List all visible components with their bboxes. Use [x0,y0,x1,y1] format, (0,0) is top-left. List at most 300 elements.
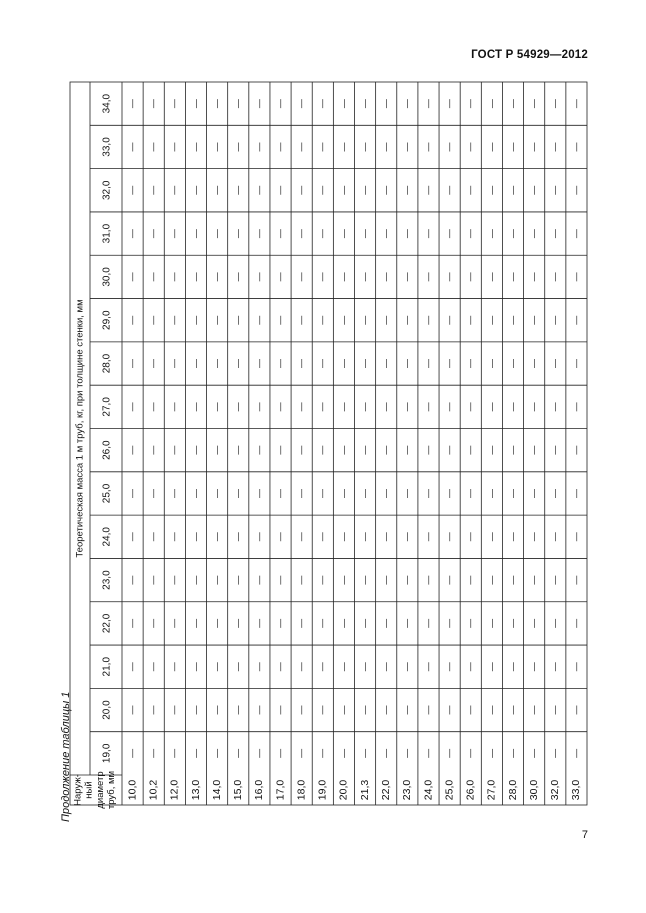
table-cell: — [296,445,307,455]
table-cell: — [274,662,285,672]
table-cell: — [148,315,159,325]
table-cell: — [570,445,581,455]
table-cell: — [486,532,497,542]
table-cell: — [528,532,539,542]
wall-thickness-label: 28,0 [101,353,113,374]
table-cell: — [549,99,560,109]
table-cell: — [380,315,391,325]
table-cell: — [274,705,285,715]
table-cell: — [380,705,391,715]
table-cell: — [317,315,328,325]
table-cell: — [359,618,370,628]
table-cell: — [296,662,307,672]
table-cell: — [486,488,497,498]
table-cell: — [443,99,454,109]
table-cell: — [443,445,454,455]
table-cell: — [570,575,581,585]
table-cell: — [317,445,328,455]
table-cell: — [422,359,433,369]
table-cell: — [190,705,201,715]
table-cell: — [422,402,433,412]
table-cell: — [317,142,328,152]
table-cell: — [169,99,180,109]
table-cell: — [232,142,243,152]
table-cell: — [401,229,412,239]
table-cell: — [232,402,243,412]
table-cell: — [570,315,581,325]
table-cell: — [211,402,222,412]
table-cell: — [253,748,264,758]
table-cell: — [570,359,581,369]
table-cell: — [274,272,285,282]
outer-diameter-label: 13,0 [189,779,202,801]
table-cell: — [169,315,180,325]
table-cell: — [465,705,476,715]
table-cell: — [317,748,328,758]
outer-diameter-label: 22,0 [379,779,392,801]
table-cell: — [296,229,307,239]
table-cell: — [274,575,285,585]
table-cell: — [126,359,137,369]
table-cell: — [253,662,264,672]
table-cell: — [296,575,307,585]
table-cell: — [317,488,328,498]
table-cell: — [190,315,201,325]
table-cell: — [211,185,222,195]
stub-header-line: диаметр [94,771,106,809]
table-cell: — [380,229,391,239]
table-cell: — [190,402,201,412]
table-cell: — [296,359,307,369]
table-cell: — [359,99,370,109]
table-cell: — [232,532,243,542]
table-cell: — [528,445,539,455]
table-cell: — [570,142,581,152]
table-cell: — [359,229,370,239]
table-cell: — [549,402,560,412]
table-cell: — [465,142,476,152]
table-cell: — [422,705,433,715]
table-cell: — [169,488,180,498]
table-cell: — [528,142,539,152]
table-cell: — [380,445,391,455]
table-cell: — [422,272,433,282]
table-cell: — [338,359,349,369]
table-cell: — [465,445,476,455]
table-cell: — [507,142,518,152]
table-cell: — [148,99,159,109]
table-cell: — [148,359,159,369]
table-cell: — [549,662,560,672]
table-cell: — [401,445,412,455]
outer-diameter-label: 17,0 [274,779,287,801]
table-cell: — [338,705,349,715]
table-cell: — [507,402,518,412]
table-cell: — [148,402,159,412]
table-cell: — [126,705,137,715]
table-cell: — [338,272,349,282]
table-cell: — [317,618,328,628]
table-cell: — [296,99,307,109]
outer-diameter-label: 10,0 [126,779,139,801]
table-cell: — [253,272,264,282]
table-cell: — [232,575,243,585]
table-cell: — [507,359,518,369]
table-cell: — [169,575,180,585]
table-cell: — [253,488,264,498]
table-cell: — [148,705,159,715]
table-cell: — [338,402,349,412]
table-cell: — [232,99,243,109]
table-cell: — [570,748,581,758]
table-cell: — [126,488,137,498]
table-cell: — [443,185,454,195]
table-cell: — [443,618,454,628]
table-cell: — [549,575,560,585]
table-cell: — [528,662,539,672]
table-cell: — [528,99,539,109]
table-cell: — [253,229,264,239]
standard-designation: ГОСТ Р 54929—2012 [471,49,588,61]
table-cell: — [317,705,328,715]
table-cell: — [211,618,222,628]
page-number: 7 [581,829,588,841]
table-cell: — [274,142,285,152]
table-cell: — [359,359,370,369]
table-cell: — [422,185,433,195]
table-cell: — [359,185,370,195]
table-cell: — [169,618,180,628]
table-cell: — [253,532,264,542]
table-cell: — [148,618,159,628]
wall-thickness-label: 26,0 [101,440,113,460]
table-cell: — [296,748,307,758]
table-cell: — [465,315,476,325]
outer-diameter-label: 21,3 [358,779,371,801]
outer-diameter-label: 25,0 [443,779,456,801]
table-cell: — [317,272,328,282]
table-cell: — [190,445,201,455]
table-cell: — [296,532,307,542]
table-cell: — [486,445,497,455]
table-cell: — [253,99,264,109]
table-cell: — [507,99,518,109]
table-cell: — [211,575,222,585]
table-cell: — [380,618,391,628]
table-cell: — [296,272,307,282]
table-cell: — [338,618,349,628]
outer-diameter-label: 10,2 [147,779,160,801]
table-cell: — [190,488,201,498]
table-cell: — [465,99,476,109]
table-cell: — [274,99,285,109]
table-cell: — [422,532,433,542]
table-cell: — [465,185,476,195]
table-cell: — [148,445,159,455]
table-cell: — [570,185,581,195]
table-cell: — [211,229,222,239]
table-cell: — [549,445,560,455]
table-cell: — [274,532,285,542]
table-cell: — [126,445,137,455]
table-cell: — [211,488,222,498]
table-cell: — [211,359,222,369]
table-cell: — [211,705,222,715]
table-cell: — [232,229,243,239]
table-cell: — [507,662,518,672]
table-cell: — [549,705,560,715]
table-cell: — [190,272,201,282]
table-cell: — [274,359,285,369]
table-cell: — [486,705,497,715]
table-cell: — [338,229,349,239]
table-cell: — [422,618,433,628]
table-cell: — [211,272,222,282]
table-cell: — [148,229,159,239]
table-cell: — [126,662,137,672]
table-cell: — [528,229,539,239]
table-cell: — [169,142,180,152]
table-cell: — [443,575,454,585]
table-cell: — [507,618,518,628]
table-cell: — [380,748,391,758]
table-cell: — [338,488,349,498]
table-cell: — [465,359,476,369]
table-cell: — [317,662,328,672]
table-cell: — [253,445,264,455]
table-cell: — [148,662,159,672]
table-cell: — [253,618,264,628]
table-cell: — [401,705,412,715]
table-cell: — [317,402,328,412]
table-caption: Продолжение таблицы 1 [60,691,72,822]
table-cell: — [401,618,412,628]
table-cell: — [253,359,264,369]
table-cell: — [169,229,180,239]
table-cell: — [401,748,412,758]
table-cell: — [401,272,412,282]
table-cell: — [317,99,328,109]
table-cell: — [274,445,285,455]
table-cell: — [274,488,285,498]
table-cell: — [232,185,243,195]
table-cell: — [126,618,137,628]
table-cell: — [528,402,539,412]
table-cell: — [338,445,349,455]
table-cell: — [486,662,497,672]
table-cell: — [549,229,560,239]
table-cell: — [359,532,370,542]
table-cell: — [359,272,370,282]
table-cell: — [338,662,349,672]
table-cell: — [443,705,454,715]
table-cell: — [507,748,518,758]
table-cell: — [422,99,433,109]
table-cell: — [274,229,285,239]
table-cell: — [549,142,560,152]
outer-diameter-label: 27,0 [485,779,498,801]
table-cell: — [443,142,454,152]
group-header-mass: Теоретическая масса 1 м труб, кг, при толщине стенки, мм [74,299,86,558]
table-cell: — [380,402,391,412]
table-cell: — [190,662,201,672]
table-cell: — [232,359,243,369]
table-cell: — [528,359,539,369]
table-cell: — [443,359,454,369]
table-cell: — [232,445,243,455]
table-cell: — [338,315,349,325]
table-cell: — [148,575,159,585]
table-cell: — [169,748,180,758]
table-cell: — [422,488,433,498]
outer-diameter-label: 16,0 [253,779,266,801]
wall-thickness-label: 31,0 [101,223,113,244]
table-cell: — [486,229,497,239]
table-cell: — [443,402,454,412]
table-cell: — [528,575,539,585]
table-cell: — [296,315,307,325]
table-cell: — [211,315,222,325]
table-cell: — [486,748,497,758]
table-cell: — [549,315,560,325]
table-cell: — [317,532,328,542]
table-cell: — [317,229,328,239]
table-cell: — [380,488,391,498]
table-cell: — [401,532,412,542]
table-cell: — [232,705,243,715]
table-cell: — [232,662,243,672]
table-cell: — [528,272,539,282]
table-cell: — [148,142,159,152]
table-cell: — [422,748,433,758]
table-cell: — [570,99,581,109]
table-cell: — [422,575,433,585]
table-cell: — [211,662,222,672]
table-cell: — [422,445,433,455]
table-cell: — [465,402,476,412]
table-cell: — [380,532,391,542]
table-cell: — [148,748,159,758]
table-cell: — [359,575,370,585]
table-cell: — [148,185,159,195]
outer-diameter-label: 32,0 [549,779,562,801]
table-cell: — [486,402,497,412]
table-cell: — [486,575,497,585]
table-cell: — [528,618,539,628]
table-cell: — [126,229,137,239]
table-cell: — [570,618,581,628]
table-cell: — [507,445,518,455]
table-cell: — [232,488,243,498]
outer-diameter-label: 15,0 [232,779,245,801]
table-cell: — [190,229,201,239]
table-cell: — [401,662,412,672]
table-cell: — [359,662,370,672]
table-cell: — [549,532,560,542]
table-cell: — [486,618,497,628]
table-cell: — [253,705,264,715]
table-cell: — [528,315,539,325]
table-cell: — [359,705,370,715]
table-cell: — [169,445,180,455]
table-cell: — [465,662,476,672]
table-cell: — [190,748,201,758]
table-cell: — [169,359,180,369]
table-cell: — [253,185,264,195]
table-cell: — [528,488,539,498]
table-cell: — [317,575,328,585]
table-cell: — [148,272,159,282]
table-cell: — [359,748,370,758]
table-cell: — [190,142,201,152]
table-cell: — [528,705,539,715]
table-cell: — [211,99,222,109]
outer-diameter-label: 12,0 [168,779,181,801]
table-cell: — [169,185,180,195]
outer-diameter-label: 30,0 [527,779,540,801]
stub-header-line: ный [83,781,95,799]
table-cell: — [317,359,328,369]
table-cell: — [338,99,349,109]
table-cell: — [338,142,349,152]
table-cell: — [465,618,476,628]
table-cell: — [190,185,201,195]
table-cell: — [549,272,560,282]
table-cell: — [570,705,581,715]
table-cell: — [126,315,137,325]
table-cell: — [570,272,581,282]
table-cell: — [274,748,285,758]
wall-thickness-label: 30,0 [101,267,113,287]
wall-thickness-label: 22,0 [101,613,113,634]
table-cell: — [401,99,412,109]
table-cell: — [296,402,307,412]
table-cell: — [126,532,137,542]
wall-thickness-label: 19,0 [101,743,113,764]
wall-thickness-label: 34,0 [101,93,113,114]
table-cell: — [549,618,560,628]
outer-diameter-label: 26,0 [464,779,477,801]
table-cell: — [443,748,454,758]
table-cell: — [443,315,454,325]
table-cell: — [232,618,243,628]
table-cell: — [380,272,391,282]
table-cell: — [570,229,581,239]
table-cell: — [401,315,412,325]
wall-thickness-label: 27,0 [101,397,113,417]
table-cell: — [570,488,581,498]
table-cell: — [169,532,180,542]
table-cell: — [380,142,391,152]
table-cell: — [232,272,243,282]
table-cell: — [380,359,391,369]
table-cell: — [296,488,307,498]
table-cell: — [549,185,560,195]
table-cell: — [507,315,518,325]
outer-diameter-label: 23,0 [401,779,414,801]
wall-thickness-label: 23,0 [101,570,113,590]
table-cell: — [507,272,518,282]
outer-diameter-label: 20,0 [337,779,350,801]
table-cell: — [549,359,560,369]
table-cell: — [401,575,412,585]
table-cell: — [507,185,518,195]
table-cell: — [465,272,476,282]
table-cell: — [443,662,454,672]
table-cell: — [401,142,412,152]
stub-header-diameter [73,771,118,809]
stub-header-line: труб, мм [106,770,118,810]
